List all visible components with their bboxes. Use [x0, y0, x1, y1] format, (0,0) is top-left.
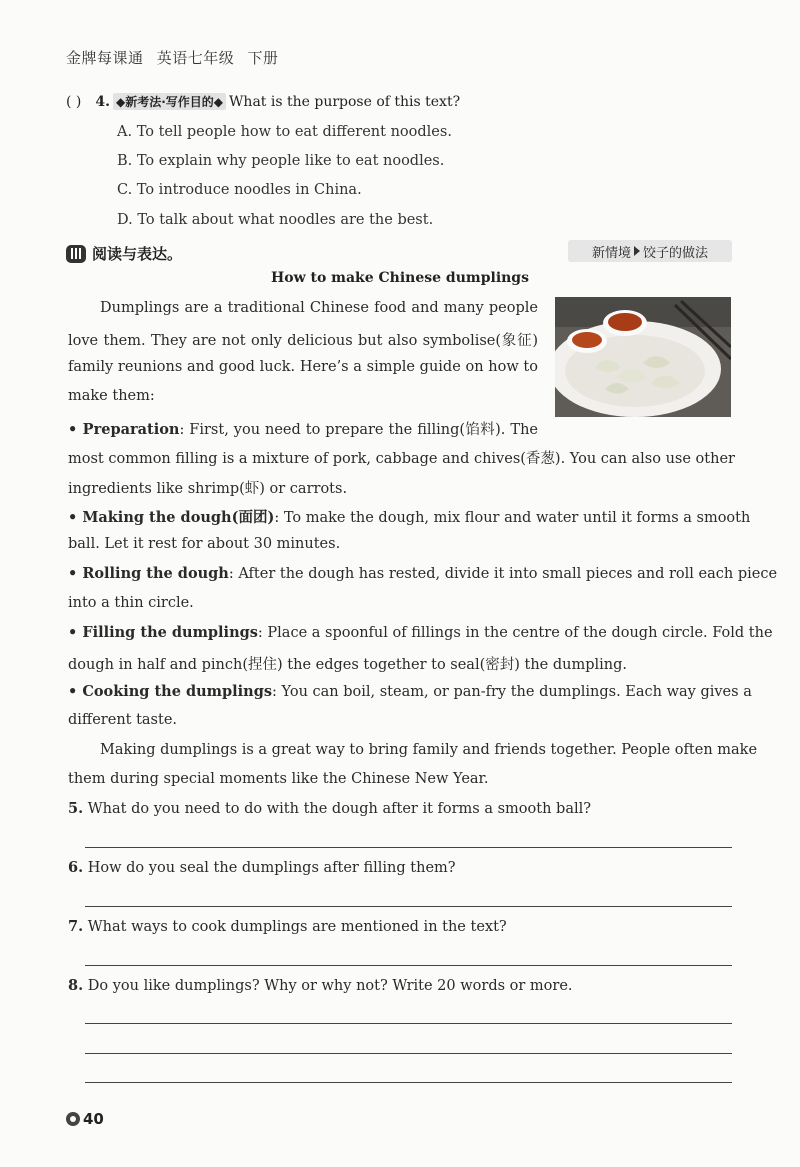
question-number: 5. — [68, 800, 84, 817]
intro-line: love them. They are not only delicious but also symbolise(象征) — [68, 333, 538, 349]
preparation-line — [68, 418, 538, 439]
filling-line — [68, 624, 773, 641]
question-text: What ways to cook dumplings are mentioned in the text? — [87, 919, 507, 935]
dumplings-photo — [555, 297, 731, 417]
option-d[interactable]: D. To talk about what noodles are the best. — [117, 212, 434, 228]
question-number: 8. — [68, 977, 84, 994]
rolling-text: : After the dough has rested, divide it into small pieces and roll each piece — [228, 566, 778, 582]
dough-text: : To make the dough, mix flour and water until it forms a smooth — [274, 510, 751, 526]
section-heading — [66, 243, 182, 264]
question-number: 4. — [95, 94, 110, 110]
intro-line: family reunions and good luck. Here’s a simple guide on how to — [68, 359, 538, 375]
filling-label: • Filling the dumplings — [68, 624, 258, 641]
page-number — [66, 1110, 104, 1128]
question-7 — [68, 918, 507, 935]
option-c[interactable]: C. To introduce noodles in China. — [117, 182, 362, 198]
cooking-label: • Cooking the dumplings — [68, 683, 273, 700]
question-text: What is the purpose of this text? — [229, 94, 461, 110]
question-8 — [68, 977, 573, 994]
answer-line[interactable] — [85, 965, 732, 966]
preparation-text: : First, you need to prepare the filling(馅料). The — [179, 422, 538, 438]
cooking-line — [68, 683, 752, 700]
rolling-line — [68, 565, 777, 582]
question-text: How do you seal the dumplings after filling them? — [87, 860, 456, 876]
play-triangle-icon — [634, 246, 640, 256]
body-line: into a thin circle. — [68, 595, 194, 611]
intro-line: make them: — [68, 388, 155, 404]
context-tag — [568, 240, 732, 262]
question-5 — [68, 800, 591, 817]
section-title: 阅读与表达。 — [92, 245, 183, 263]
answer-line[interactable] — [85, 906, 732, 907]
context-topic: 饺子的做法 — [643, 245, 709, 261]
filling-text: : Place a spoonful of fillings in the centre of the dough circle. Fold the — [257, 625, 773, 641]
answer-line[interactable] — [85, 1023, 732, 1024]
answer-line[interactable] — [85, 1082, 732, 1083]
closing-line: Making dumplings is a great way to bring family and friends together. People often make — [100, 742, 758, 758]
book-header: 金牌每课通 英语七年级 下册 — [66, 49, 279, 67]
intro-line: Dumplings are a traditional Chinese food and many people — [100, 300, 538, 316]
option-a[interactable]: A. To tell people how to eat different noodles. — [117, 124, 452, 140]
cooking-text: : You can boil, steam, or pan-fry the dumplings. Each way gives a — [272, 684, 752, 700]
answer-blank[interactable]: ( ) — [66, 94, 82, 110]
body-line: different taste. — [68, 712, 178, 728]
closing-line: them during special moments like the Chinese New Year. — [68, 771, 489, 787]
question-6 — [68, 859, 456, 876]
body-line: most common filling is a mixture of pork, cabbage and chives(香葱). You can also use other — [68, 451, 735, 467]
dough-line — [68, 506, 750, 527]
option-b[interactable]: B. To explain why people like to eat noodles. — [117, 153, 445, 169]
page-badge-icon — [66, 1112, 80, 1126]
body-line: ball. Let it rest for about 30 minutes. — [68, 536, 341, 552]
question-4 — [66, 93, 460, 110]
question-number: 6. — [68, 859, 84, 876]
preparation-label: • Preparation — [68, 421, 180, 438]
body-line: ingredients like shrimp(虾) or carrots. — [68, 481, 348, 497]
question-text: What do you need to do with the dough after it forms a smooth ball? — [87, 801, 592, 817]
rolling-label: • Rolling the dough — [68, 565, 229, 582]
new-test-method-tag: ◆新考法·写作目的◆ — [113, 93, 226, 110]
answer-line[interactable] — [85, 1053, 732, 1054]
question-number: 7. — [68, 918, 84, 935]
context-label: 新情境 — [591, 245, 631, 261]
question-text: Do you like dumplings? Why or why not? Write 20 words or more. — [87, 978, 573, 994]
page-number-text: 40 — [83, 1110, 104, 1128]
dough-label: • Making the dough(面团) — [68, 509, 275, 526]
body-line: dough in half and pinch(捏住) the edges together to seal(密封) the dumpling. — [68, 657, 628, 673]
answer-line[interactable] — [85, 847, 732, 848]
article-title: How to make Chinese dumplings — [271, 270, 529, 286]
section-three-icon — [66, 245, 86, 263]
